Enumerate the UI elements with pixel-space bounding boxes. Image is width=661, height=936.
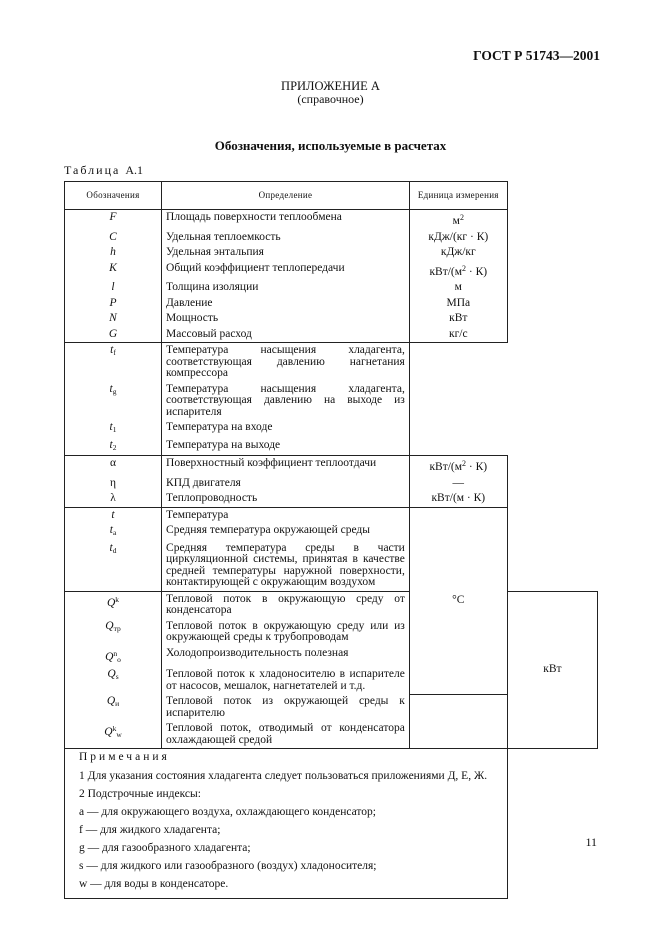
- unit-text: —: [452, 476, 465, 489]
- symbol-cell: [65, 327, 162, 343]
- symbol-cell: [65, 280, 162, 296]
- definition-cell: Температура на выходе: [162, 438, 410, 456]
- table-caption-number: А.1: [125, 163, 143, 177]
- definition-cell: Средняя температура среды в части циркуляционной системы, принятая в качестве средней температуры наружной поверхности, контактирующей с окружающим воздухом: [162, 541, 410, 592]
- unit-text-rest: · К): [466, 461, 488, 473]
- note-line: f — для жидкого хладагента;: [79, 823, 221, 836]
- shared-unit-cell: кВт: [507, 591, 597, 749]
- table-row: [65, 491, 598, 507]
- unit-cell: [409, 296, 507, 312]
- symbol-subscript: o: [117, 654, 121, 664]
- unit-superscript: 2: [459, 213, 464, 222]
- unit-cell: [409, 261, 507, 281]
- symbol-letter: η: [110, 476, 117, 489]
- note-line: g — для газообразного хладагента;: [79, 841, 251, 854]
- symbol-cell: [65, 420, 162, 438]
- symbol-letter: Q: [104, 726, 113, 738]
- symbol-superscript: k: [112, 724, 117, 733]
- symbol-letter: C: [109, 230, 117, 243]
- table-row: [65, 420, 598, 438]
- symbols-table: [64, 181, 598, 899]
- definition-cell: Толщина изоляции: [162, 280, 410, 296]
- unit-text: кВт/(м: [429, 265, 463, 278]
- symbol-letter: h: [110, 246, 116, 258]
- symbol-cell: [65, 210, 162, 230]
- definition-cell: Тепловой поток в окружающую среду или из окружающей среды к трубопроводам: [162, 619, 410, 646]
- definition-cell: Тепловой поток, отводимый от конденсатора охлаждающей средой: [162, 721, 410, 749]
- unit-text: МПа: [446, 296, 471, 309]
- table-row: [65, 327, 598, 343]
- definition-cell: Холодопроизводительность полезная: [162, 646, 410, 668]
- table-body: [65, 210, 598, 899]
- unit-text: кДж/(кг · К): [428, 230, 489, 243]
- table-row: [65, 296, 598, 312]
- unit-cell: [409, 476, 507, 492]
- table-row: [65, 311, 598, 327]
- unit-cell: [409, 456, 507, 476]
- symbol-subscript: 2: [112, 442, 117, 452]
- unit-text-rest: · К): [466, 265, 488, 278]
- symbol-letter: λ: [110, 492, 116, 504]
- document-title: Обозначения, используемые в расчетах: [214, 138, 447, 153]
- symbol-cell: [65, 541, 162, 592]
- symbol-letter: Q: [106, 596, 116, 609]
- symbol-letter: Q: [105, 650, 114, 663]
- table-row: [65, 507, 598, 523]
- table-row: [65, 280, 598, 296]
- unit-cell: [409, 327, 507, 343]
- definition-cell: Удельная энтальпия: [162, 245, 410, 261]
- symbol-cell: [65, 438, 162, 456]
- column-header-unit: Единица измерения: [409, 182, 507, 210]
- symbol-subscript: f: [113, 348, 116, 357]
- symbol-superscript: k: [115, 594, 120, 604]
- table-row: [65, 476, 598, 492]
- symbol-cell: [65, 619, 162, 646]
- definition-cell: Тепловой поток из окружающей среды к испарителю: [162, 694, 410, 721]
- definition-cell: Мощность: [162, 311, 410, 327]
- symbol-cell: [65, 507, 162, 523]
- definition-cell: Температура на входе: [162, 420, 410, 438]
- page-number: 11: [585, 835, 597, 849]
- symbol-letter: F: [109, 211, 117, 223]
- note-line: 2 Подстрочные индексы:: [79, 787, 201, 800]
- symbol-cell: [65, 245, 162, 261]
- symbol-subscript: w: [116, 730, 122, 739]
- symbol-subscript: и: [115, 699, 120, 708]
- symbol-cell: [65, 667, 162, 694]
- symbol-letter: Q: [107, 668, 116, 680]
- definition-cell: Массовый расход: [162, 327, 410, 343]
- symbol-cell: [65, 382, 162, 421]
- symbol-subscript: тр: [113, 623, 121, 633]
- unit-cell: [409, 245, 507, 261]
- unit-cell: [409, 491, 507, 507]
- symbol-subscript: a: [112, 528, 117, 537]
- definition-cell: Общий коэффициент теплопередачи: [162, 261, 410, 281]
- notes-cell: [65, 749, 508, 899]
- table-header-row: [65, 182, 598, 210]
- unit-text: кВт: [449, 312, 468, 324]
- table-caption-prefix: Таблица: [64, 163, 121, 177]
- symbol-letter: G: [108, 327, 118, 340]
- symbol-cell: [65, 694, 162, 721]
- notes-row: [65, 749, 598, 899]
- column-header-definition: Определение: [162, 182, 410, 210]
- shared-unit-cell: °С: [409, 507, 507, 694]
- unit-text: кДж/кг: [440, 246, 476, 258]
- symbol-subscript: g: [112, 386, 117, 396]
- definition-cell: Теплопроводность: [162, 491, 410, 507]
- unit-superscript: 2: [462, 459, 467, 468]
- definition-cell: Тепловой поток в окружающую среду от конденсатора: [162, 591, 410, 619]
- table-caption: [64, 163, 143, 178]
- symbol-letter: Q: [105, 619, 114, 632]
- symbol-superscript: n: [113, 648, 118, 658]
- symbol-letter: α: [110, 457, 117, 469]
- symbol-cell: [65, 523, 162, 541]
- symbol-subscript: d: [112, 545, 117, 555]
- symbol-cell: [65, 296, 162, 312]
- unit-text: кВт/(м: [429, 461, 463, 473]
- symbol-letter: t: [110, 344, 114, 356]
- table-row: [65, 541, 598, 592]
- table-row: [65, 382, 598, 421]
- unit-superscript: 2: [462, 263, 467, 273]
- symbol-cell: [65, 456, 162, 476]
- column-header-symbol: Обозначения: [65, 182, 162, 210]
- table-row: [65, 456, 598, 476]
- table-row: [65, 210, 598, 230]
- note-line: s — для жидкого или газообразного (воздух) хладоносителя;: [79, 859, 377, 872]
- symbol-letter: N: [109, 312, 117, 324]
- note-line: w — для воды в конденсаторе.: [79, 877, 229, 890]
- symbol-cell: [65, 476, 162, 492]
- note-line: a — для окружающего воздуха, охлаждающего конденсатор;: [79, 805, 376, 818]
- table-row: [65, 438, 598, 456]
- unit-text: кг/с: [449, 327, 468, 340]
- appendix-label: ПРИЛОЖЕНИЕ А: [281, 79, 380, 93]
- symbol-letter: t: [109, 382, 113, 395]
- table-row: [65, 245, 598, 261]
- symbol-cell: [65, 343, 162, 382]
- definition-cell: Давление: [162, 296, 410, 312]
- definition-cell: Температура: [162, 507, 410, 523]
- table-row: [65, 261, 598, 281]
- symbol-cell: [65, 721, 162, 749]
- unit-text: кВт/(м · К): [431, 492, 486, 504]
- definition-cell: Средняя температура окружающей среды: [162, 523, 410, 541]
- table-row: [65, 591, 598, 619]
- standard-code: ГОСТ Р 51743—2001: [473, 48, 600, 63]
- appendix-type: (справочное): [297, 92, 364, 106]
- symbol-cell: [65, 646, 162, 668]
- note-line: 1 Для указания состояния хладагента следует пользоваться приложениями Д, Е, Ж.: [79, 769, 488, 782]
- symbol-cell: [65, 311, 162, 327]
- unit-cell: [409, 280, 507, 296]
- notes-title: Примечания: [79, 751, 170, 763]
- symbol-letter: t: [109, 438, 113, 451]
- symbol-letter: t: [109, 421, 113, 433]
- table-row: [65, 523, 598, 541]
- definition-cell: Удельная теплоемкость: [162, 230, 410, 246]
- unit-cell: [409, 230, 507, 246]
- definition-cell: Тепловой поток к хладоносителю в испарителе от насосов, мешалок, нагнетателей и т.д.: [162, 667, 410, 694]
- definition-cell: Поверхностный коэффициент теплоотдачи: [162, 456, 410, 476]
- symbol-cell: [65, 230, 162, 246]
- table-row: [65, 230, 598, 246]
- symbol-cell: [65, 591, 162, 619]
- definition-cell: Температура насыщения хладагента, соответствующая давлению на выходе из испарителя: [162, 382, 410, 421]
- definition-cell: Температура насыщения хладагента, соответствующая давлению нагнетания компрессора: [162, 343, 410, 382]
- unit-cell: [409, 311, 507, 327]
- table-row: [65, 343, 598, 382]
- symbol-letter: l: [111, 281, 115, 293]
- definition-cell: Площадь поверхности теплообмена: [162, 210, 410, 230]
- symbol-cell: [65, 261, 162, 281]
- symbol-cell: [65, 491, 162, 507]
- symbol-letter: K: [109, 261, 117, 274]
- symbol-subscript: 1: [112, 425, 117, 434]
- symbol-letter: Q: [106, 695, 116, 707]
- appendix-heading: [0, 80, 661, 106]
- symbol-letter: t: [111, 508, 115, 521]
- definition-cell: КПД двигателя: [162, 476, 410, 492]
- unit-cell: [409, 210, 507, 230]
- symbol-letter: P: [109, 296, 117, 309]
- symbol-letter: t: [109, 524, 113, 536]
- symbol-subscript: s: [115, 672, 119, 681]
- symbol-letter: t: [109, 541, 113, 554]
- unit-text: м: [452, 215, 460, 227]
- unit-text: м: [454, 281, 462, 293]
